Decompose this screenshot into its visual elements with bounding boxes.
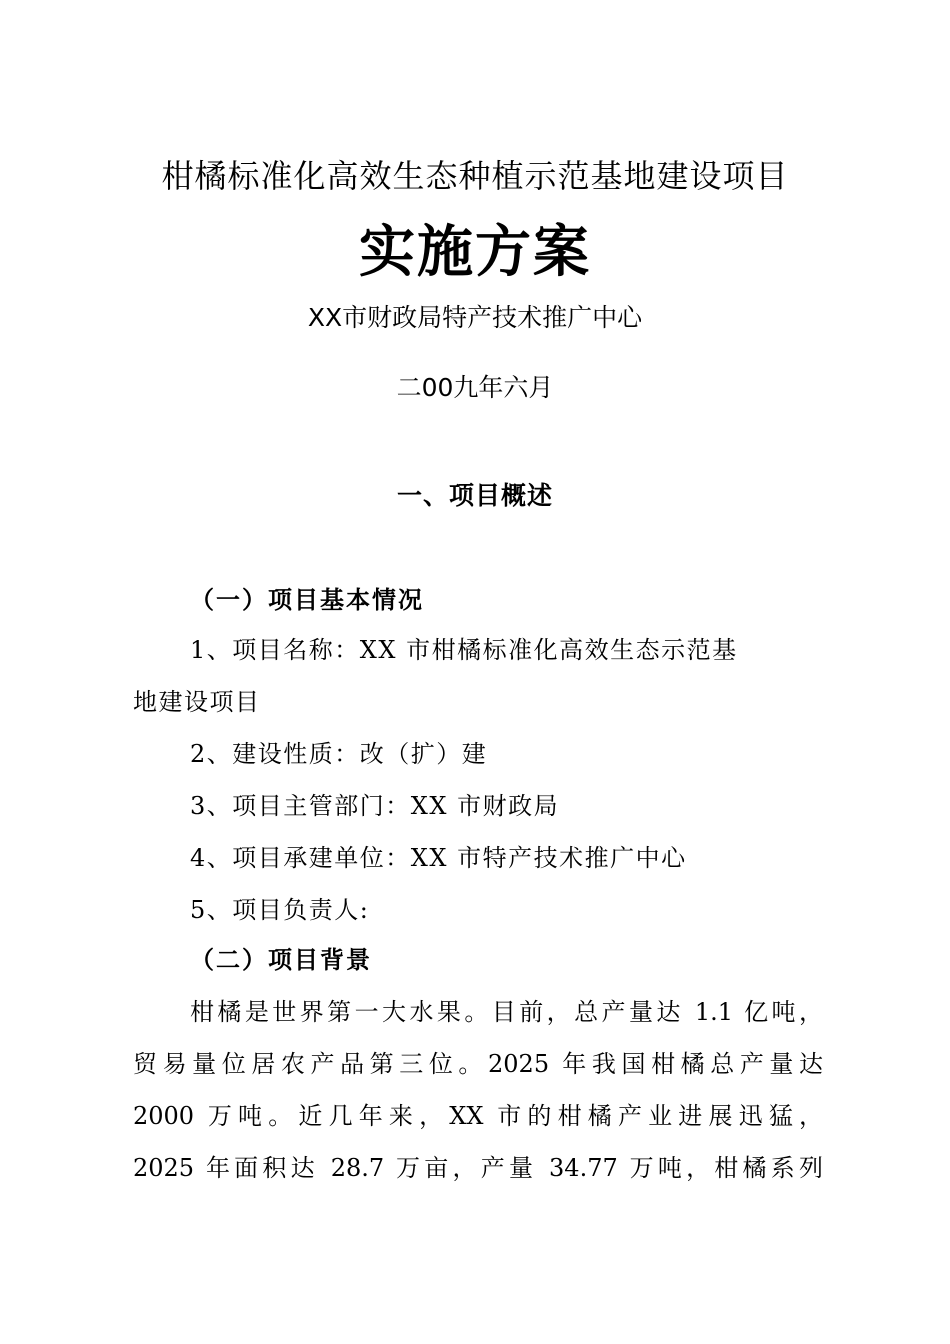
paragraph-line: 贸易量位居农产品第三位。2025 年我国柑橘总产量达 (133, 1050, 823, 1078)
project-title-line: 柑橘标准化高效生态种植示范基地建设项目 (161, 157, 789, 195)
item-project-name: 1、项目名称：XX 市柑橘标准化高效生态示范基 (190, 636, 738, 664)
document-date: 二00九年六月 (396, 373, 554, 402)
item-project-leader: 5、项目负责人: (190, 896, 370, 924)
item-supervising-department: 3、项目主管部门：XX 市财政局 (190, 792, 560, 820)
subsection-heading-background: （二）项目背景 (190, 946, 372, 974)
main-title: 实施方案 (359, 220, 591, 285)
item-contractor: 4、项目承建单位：XX 市特产技术推广中心 (190, 844, 687, 872)
item-construction-nature: 2、建设性质：改（扩）建 (190, 740, 488, 768)
subsection-heading-basic-info: （一）项目基本情况 (190, 586, 424, 614)
item-project-name-continued: 地建设项目 (133, 688, 261, 716)
paragraph-line: 柑橘是世界第一大水果。目前，总产量达 1.1 亿吨， (190, 998, 823, 1026)
paragraph-line: 2000 万吨。近几年来，XX 市的柑橘产业进展迅猛， (133, 1102, 823, 1130)
section-heading-overview: 一、项目概述 (396, 481, 553, 510)
organization-name: XX市财政局特产技术推广中心 (307, 303, 643, 332)
paragraph-line: 2025 年面积达 28.7 万亩，产量 34.77 万吨，柑橘系列 (133, 1154, 823, 1182)
